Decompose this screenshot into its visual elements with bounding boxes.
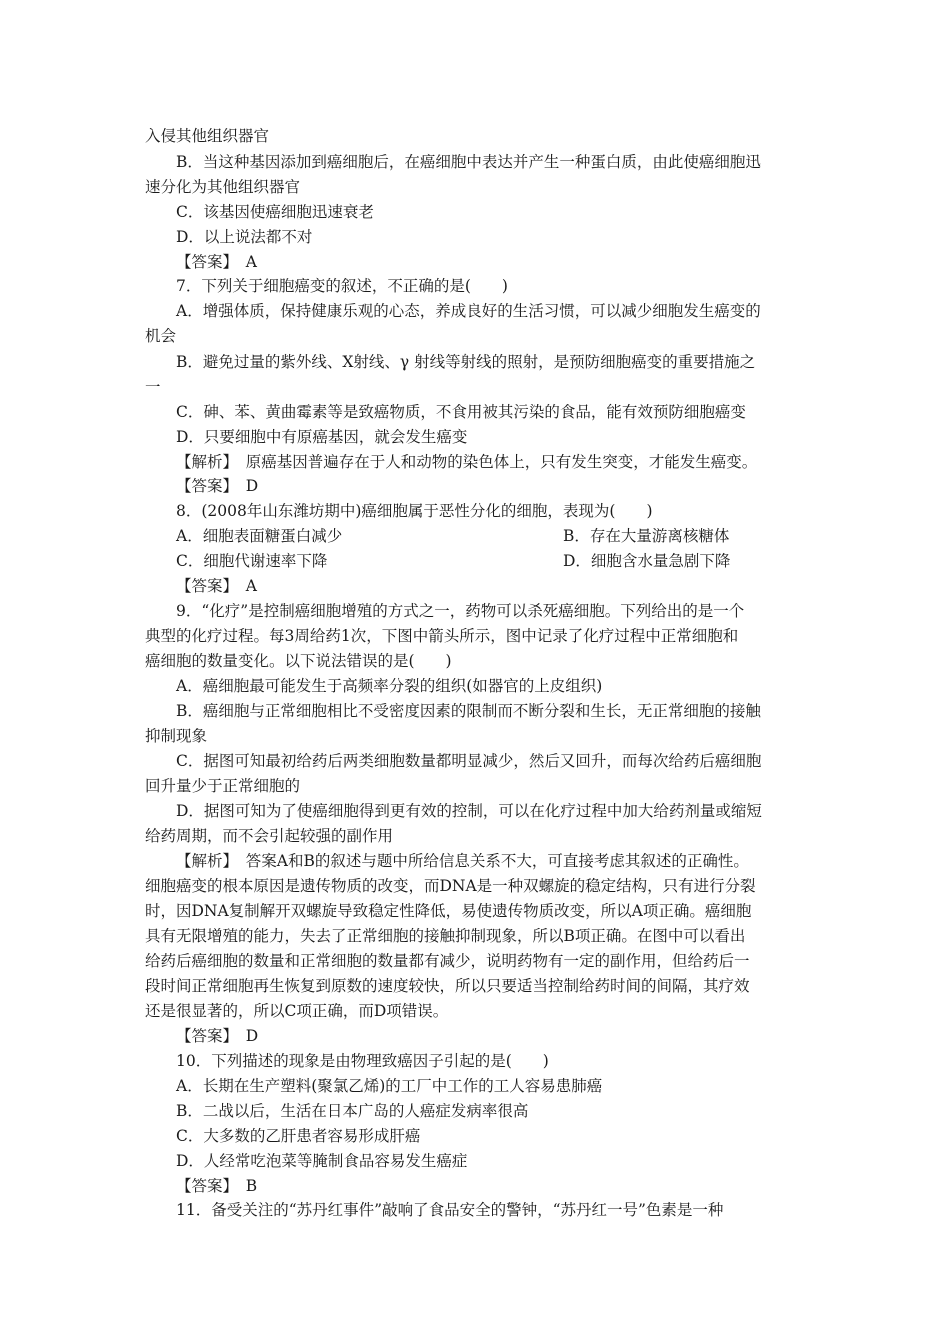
answer-line: 【答案】 D <box>176 477 259 495</box>
answer-line: 【答案】 D <box>176 1027 259 1045</box>
option-b: B．癌细胞与正常细胞相比不受密度因素的限制而不断分裂和生长，无正常细胞的接触 <box>176 702 761 720</box>
answer-line: 【答案】 A <box>176 253 257 271</box>
text-line: 回升量少于正常细胞的 <box>145 777 301 795</box>
option-d: D．以上说法都不对 <box>176 228 313 246</box>
option-c: C．细胞代谢速率下降 <box>176 552 328 570</box>
option-d: D．据图可知为了使癌细胞得到更有效的控制，可以在化疗过程中加大给药剂量或缩短 <box>176 802 762 820</box>
option-d: D．人经常吃泡菜等腌制食品容易发生癌症 <box>176 1152 468 1170</box>
text-line: 给药周期，而不会引起较强的副作用 <box>145 827 394 845</box>
question-7: 7．下列关于细胞癌变的叙述，不正确的是( ) <box>176 277 508 295</box>
option-c: C．据图可知最初给药后两类细胞数量都明显减少，然后又回升，而每次给药后癌细胞 <box>176 752 762 770</box>
question-10: 10．下列描述的现象是由物理致癌因子引起的是( ) <box>176 1052 549 1070</box>
option-b: B．避免过量的紫外线、X射线、γ 射线等射线的照射，是预防细胞癌变的重要措施之 <box>176 353 756 371</box>
question-9: 9．“化疗”是控制癌细胞增殖的方式之一，药物可以杀死癌细胞。下列给出的是一个 <box>176 602 745 620</box>
text-line: 抑制现象 <box>145 727 208 745</box>
question-11: 11．备受关注的“苏丹红事件”敲响了食品安全的警钟，“苏丹红一号”色素是一种 <box>176 1201 724 1219</box>
option-a: A．癌细胞最可能发生于高频率分裂的组织(如器官的上皮组织) <box>176 677 603 695</box>
option-c: C．砷、苯、黄曲霉素等是致癌物质，不食用被其污染的食品，能有效预防细胞癌变 <box>176 403 746 421</box>
option-d: D．只要细胞中有原癌基因，就会发生癌变 <box>176 428 468 446</box>
option-c: C．大多数的乙肝患者容易形成肝癌 <box>176 1127 421 1145</box>
text-line: 入侵其他组织器官 <box>145 127 270 145</box>
option-b: B．当这种基因添加到癌细胞后，在癌细胞中表达并产生一种蛋白质，由此使癌细胞迅 <box>176 153 761 171</box>
text-line: 机会 <box>145 327 177 345</box>
option-d: D．细胞含水量急剧下降 <box>563 552 731 570</box>
question-8: 8．(2008年山东潍坊期中)癌细胞属于恶性分化的细胞，表现为( ) <box>176 502 653 520</box>
option-b: B．存在大量游离核糖体 <box>563 527 730 545</box>
answer-line: 【答案】 A <box>176 577 257 595</box>
analysis-line: 【解析】 原癌基因普遍存在于人和动物的染色体上，只有发生突变，才能发生癌变。 <box>176 453 758 471</box>
option-a: A．长期在生产塑料(聚氯乙烯)的工厂中工作的工人容易患肺癌 <box>176 1077 603 1095</box>
text-line: 速分化为其他组织器官 <box>145 178 301 196</box>
text-line: 具有无限增殖的能力，失去了正常细胞的接触抑制现象，所以B项正确。在图中可以看出 <box>145 927 746 945</box>
text-line: 给药后癌细胞的数量和正常细胞的数量都有减少，说明药物有一定的副作用，但给药后一 <box>145 952 750 970</box>
answer-line: 【答案】 B <box>176 1177 258 1195</box>
text-line: 一 <box>145 378 161 396</box>
text-line: 典型的化疗过程。每3周给药1次，下图中箭头所示，图中记录了化疗过程中正常细胞和 <box>145 627 739 645</box>
option-b: B．二战以后，生活在日本广岛的人癌症发病率很高 <box>176 1102 529 1120</box>
text-line: 段时间正常细胞再生恢复到原数的速度较快，所以只要适当控制给药时间的间隔，其疗效 <box>145 977 750 995</box>
text-line: 时，因DNA复制解开双螺旋导致稳定性降低，易使遗传物质改变，所以A项正确。癌细胞 <box>145 902 752 920</box>
text-line: 细胞癌变的根本原因是遗传物质的改变，而DNA是一种双螺旋的稳定结构，只有进行分裂 <box>145 877 756 895</box>
text-line: 还是很显著的，所以C项正确，而D项错误。 <box>145 1002 449 1020</box>
analysis-line: 【解析】 答案A和B的叙述与题中所给信息关系不大，可直接考虑其叙述的正确性。 <box>176 852 749 870</box>
option-c: C．该基因使癌细胞迅速衰老 <box>176 203 374 221</box>
text-line: 癌细胞的数量变化。以下说法错误的是( ) <box>145 652 452 670</box>
option-a: A．细胞表面糖蛋白减少 <box>176 527 343 545</box>
option-a: A．增强体质，保持健康乐观的心态，养成良好的生活习惯，可以减少细胞发生癌变的 <box>176 302 761 320</box>
